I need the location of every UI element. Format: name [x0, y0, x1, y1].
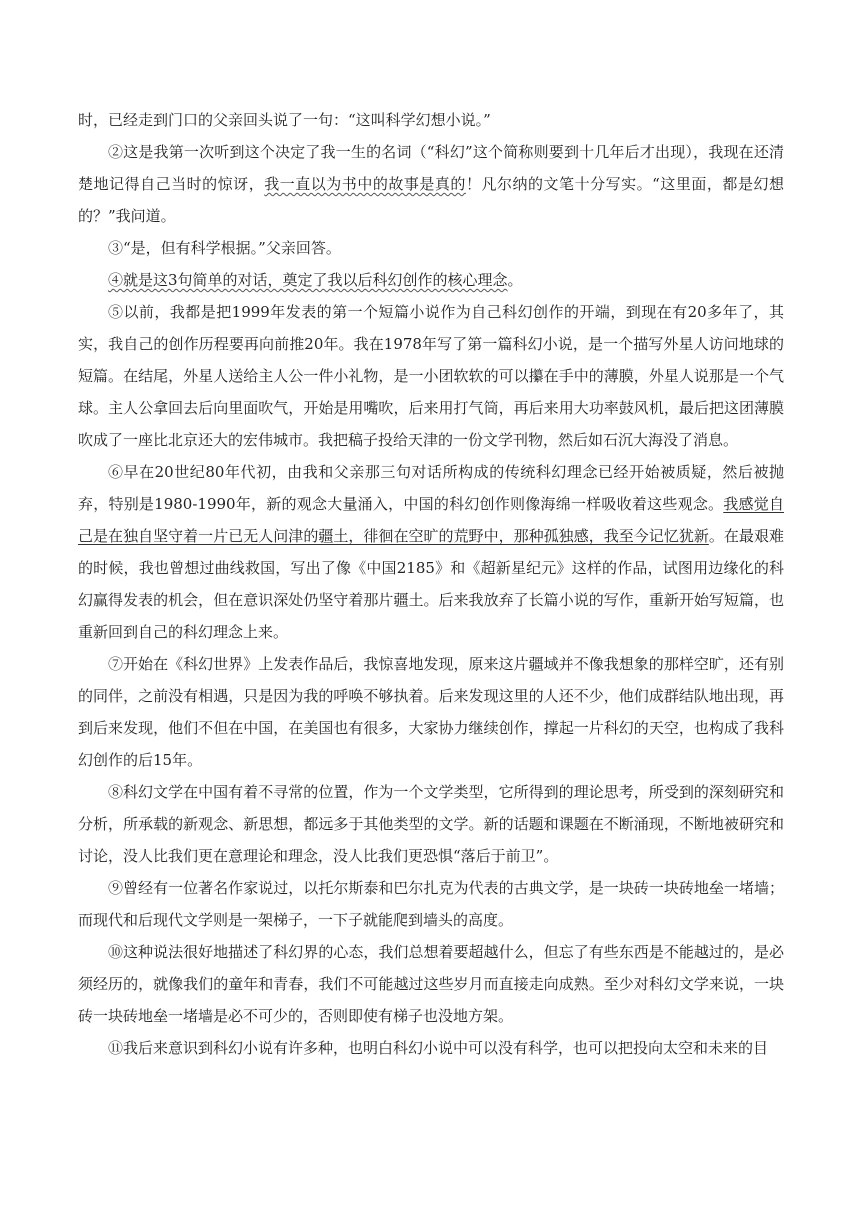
paragraph-text: ⑪我后来意识到科幻小说有许多种，也明白科幻小说中可以没有科学，也可以把投向太空和未来的目 [108, 1039, 769, 1057]
paragraph-text: 。在最艰难的时候，我也曾想过曲线救国，写出了像《中国2185》和《超新星纪元》这样的作品，试图用边缘化的科幻赢得发表的机会，但在意识深处仍坚守着那片疆土。后来我放弃了长篇小说的写作，重新开始写短篇，也重新回到自己的科幻理念上来。 [78, 527, 784, 641]
paragraph-text: ③“是，但有科学根据。”父亲回答。 [108, 239, 341, 257]
paragraph-text: ⑥早在20世纪80年代初，由我和父亲那三句对话所构成的传统科幻理念已经开始被质疑，然后被抛弃，特别是1980-1990年，新的观念大量涌入，中国的科幻创作则像海绵一样吸收着这些观念。 [78, 463, 784, 513]
paragraph-text: ⑧科幻文学在中国有着不寻常的位置，作为一个文学类型，它所得到的理论思考，所受到的深刻研究和分析，所承载的新观念、新思想，都远多于其他类型的文学。新的话题和课题在不断涌现，不断地被研究和讨论，没人比我们更在意理论和理念，没人比我们更恐惧“落后于前卫”。 [78, 783, 784, 865]
paragraph-text: ⑤以前，我都是把1999年发表的第一个短篇小说作为自己科幻创作的开端，到现在有20多年了，其实，我自己的创作历程要再向前推20年。我在1978年写了第一篇科幻小说，是一个描写外星人访问地球的短篇。在结尾，外星人送给主人公一件小礼物，是一小团软软的可以攥在手中的薄膜，外星人说那是一个气球。主人公拿回去后向里面吹气，开始是用嘴吹，后来用打气筒，再后来用大功率鼓风机，最后把这团薄膜吹成了一座比北京还大的宏伟城市。我把稿子投给天津的一份文学刊物，然后如石沉大海没了消息。 [78, 303, 784, 449]
paragraph-p2 [78, 136, 784, 232]
paragraph-text: ⑩这种说法很好地描述了科幻界的心态，我们总想着要超越什么，但忘了有些东西是不能越过的，是必须经历的，就像我们的童年和青春，我们不可能越过这些岁月而直接走向成熟。至少对科幻文学来说，一块砖一块砖地垒一堵墙是必不可少的，否则即使有梯子也没地方架。 [78, 943, 784, 1025]
underlined-phrase: 我感觉自己是在独自坚守着一片已无人问津的疆土，徘徊在空旷的荒野中，那种孤独感，我至今记忆犹新 [78, 495, 784, 545]
underlined-phrase: ④就是这3句简单的对话，奠定了我以后科幻创作的核心理念 [108, 271, 508, 289]
paragraph-p5 [78, 296, 784, 456]
paragraph-p4 [78, 264, 784, 296]
paragraph-p7 [78, 648, 784, 776]
paragraph-text: 。 [507, 271, 523, 289]
paragraph-p6 [78, 456, 784, 648]
paragraph-p8 [78, 776, 784, 872]
paragraph-text: ！凡尔纳的文笔十分写实。“这里面，都是幻想的？”我问道。 [78, 175, 784, 225]
paragraph-text: ⑨曾经有一位著名作家说过，以托尔斯泰和巴尔扎克为代表的古典文学，是一块砖一块砖地垒一堵墙；而现代和后现代文学则是一架梯子，一下子就能爬到墙头的高度。 [78, 879, 784, 929]
paragraph-text: 时，已经走到门口的父亲回头说了一句：“这叫科学幻想小说。” [78, 111, 491, 129]
paragraph-text: ②这是我第一次听到这个决定了我一生的名词（“科幻”这个简称则要到十几年后才出现），我现在还清楚地记得自己当时的惊讶， [78, 143, 784, 193]
paragraph-p0 [78, 104, 784, 136]
paragraph-p10 [78, 936, 784, 1032]
paragraph-p11 [78, 1032, 784, 1064]
paragraph-p9 [78, 872, 784, 936]
underlined-phrase: 我一直以为书中的故事是真的 [264, 175, 466, 193]
article-body [78, 104, 784, 1064]
paragraph-text: ⑦开始在《科幻世界》上发表作品后，我惊喜地发现，原来这片疆域并不像我想象的那样空旷，还有别的同伴，之前没有相遇，只是因为我的呼唤不够执着。后来发现这里的人还不少，他们成群结队地出现，再到后来发现，他们不但在中国，在美国也有很多，大家协力继续创作，撑起一片科幻的天空，也构成了我科幻创作的后15年。 [78, 655, 784, 769]
paragraph-p3 [78, 232, 784, 264]
